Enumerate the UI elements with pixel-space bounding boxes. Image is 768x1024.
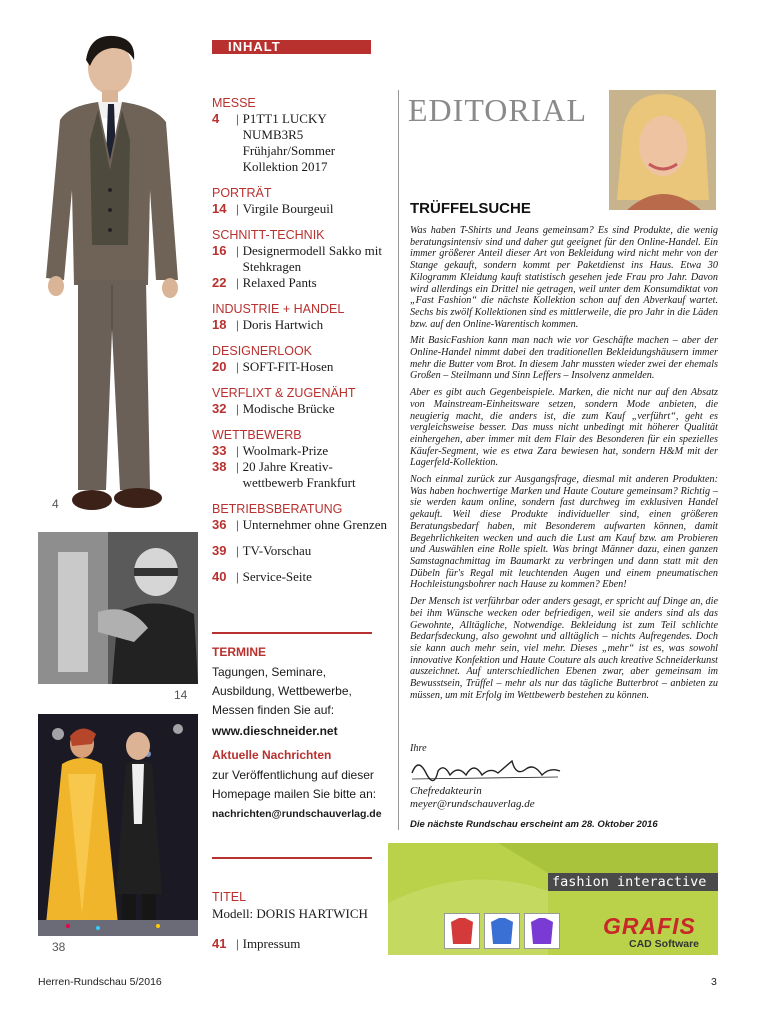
toc-page-number: 32	[212, 401, 227, 416]
article-paragraph: Was haben T-Shirts und Jeans gemeinsam? Es sind Produkte, die wenig beratungsintensiv sind und daher gut geeignet für den Online-Handel. Ein immer größerer Anteil dieser Art von Bekleidung wird nicht mehr von der Stange gekauft, sondern kommt per Paketdienst ins Haus. Etwa 30 Kilogramm Kleidung kauft statistisch gesehen jede Frau pro Jahr. Davon wird allerdings ein Drittel nie getragen, weil unter dem Konsumdiktat von „Fast Fashion“ die nächste Kollektion schon auf den Abverkauf wartet. Sechs bis zwölf Kollektionen sind es mittlerweile, die pro Jahr in die Läden bzw. auf den Online-Warentisch kommen.	[410, 225, 718, 330]
toc-entry-title: Modische Brücke	[242, 401, 335, 416]
toc-entry-title: SOFT-FIT-Hosen	[242, 359, 334, 374]
inhalt-header: INHALT	[212, 40, 371, 54]
toc-entry-title: Impressum	[242, 936, 301, 951]
toc-heading: MESSE	[212, 96, 256, 110]
news-email-link[interactable]: nachrichten@rundschauverlag.de	[212, 808, 382, 820]
titel-heading: TITEL	[212, 890, 247, 904]
handwritten-signature	[408, 753, 568, 785]
editor-portrait	[609, 90, 716, 210]
toc-page-number: 22	[212, 275, 227, 290]
toc-entry-title: Service-Seite	[242, 569, 312, 584]
divider	[212, 857, 372, 859]
ad-garment-icon	[484, 913, 520, 949]
toc-entry[interactable]: 38 | 20 Jahre Kreativ-wettbewerb Frankfurt	[212, 459, 387, 491]
toc-entry-title: 20 Jahre Kreativ-wettbewerb Frankfurt	[242, 459, 356, 490]
editorial-title: EDITORIAL	[408, 92, 588, 128]
grafis-logo: GRAFIS	[603, 913, 696, 939]
toc-entry[interactable]: 14 | Virgile Bourgeuil	[212, 201, 387, 217]
toc-entry[interactable]: 32 | Modische Brücke	[212, 401, 387, 417]
model-photo	[38, 30, 200, 520]
news-text: zur Veröffentlichung auf dieser Homepage mailen Sie bitte an:	[212, 768, 377, 801]
column-divider	[398, 90, 399, 830]
toc-entry[interactable]: 33 | Woolmark-Prize	[212, 443, 387, 459]
toc-entry[interactable]: 16 | Designermodell Sakko mit Stehkragen	[212, 243, 387, 275]
toc-page-number: 41	[212, 936, 227, 951]
editor-role: Chefredakteurin	[410, 785, 482, 797]
toc-entry-title: P1TT1 LUCKY NUMB3R5 Frühjahr/Sommer Kollektion 2017	[242, 111, 336, 174]
grafis-advertisement[interactable]	[388, 843, 718, 955]
toc-entry-title: Virgile Bourgeuil	[242, 201, 334, 216]
toc-page-number: 38	[212, 459, 227, 474]
toc-entry-title: Unternehmer ohne Grenzen	[242, 517, 387, 532]
toc-entry-title: Woolmark-Prize	[242, 443, 329, 458]
footer-publication: Herren-Rundschau 5/2016	[38, 976, 162, 988]
toc-entry-title: Doris Hartwich	[242, 317, 324, 332]
toc-entry[interactable]: 22 | Relaxed Pants	[212, 275, 387, 291]
toc-page-number: 20	[212, 359, 227, 374]
sign-off: Ihre	[410, 743, 427, 754]
toc-page-number: 4	[212, 111, 220, 126]
toc-heading: DESIGNERLOOK	[212, 344, 313, 358]
toc-section-industrie-handel	[212, 301, 387, 333]
toc-entry-title: TV-Vorschau	[242, 543, 312, 558]
titel-model: Modell: DORIS HARTWICH	[212, 906, 368, 921]
toc-heading: INDUSTRIE + HANDEL	[212, 302, 345, 316]
toc-heading: VERFLIXT & ZUGENÄHT	[212, 386, 356, 400]
toc-entry[interactable]: 20 | SOFT-FIT-Hosen	[212, 359, 387, 375]
toc-section-wettbewerb	[212, 427, 387, 491]
toc-page-number: 39	[212, 543, 227, 558]
news-heading: Aktuelle Nachrichten	[212, 748, 332, 762]
bw-photo-caption: 14	[174, 688, 188, 702]
article-paragraph: Noch einmal zurück zur Ausgangsfrage, diesmal mit anderen Produkten: Was haben hochwertige Marken und Haute Couture gemeinsam? Richtig – sie werden kaum online, sondern fast durchweg im exklusiven Handel gekauft. Weil diese Produkte individueller sind, einen größeren Beratungsbedarf haben, mit Besonderem aufwarten können, damit Begehrlichkeiten wecken und auch die Lust am Kauf bzw. am Probieren und Auswählen eine Rolle spielt. Was bringt Männer dazu, einen ganzen Samstagnachmittag im Baumarkt zu verbringen und dann statt mit den Dübeln für's Regal mit leuchtenden Augen und einem pneumatischen Hochleistungsbohrer nach Hause zu kommen? Eben!	[410, 474, 718, 591]
editor-email[interactable]: meyer@rundschauverlag.de	[410, 798, 535, 810]
ad-garment-icon	[524, 913, 560, 949]
toc-section-designerlook	[212, 343, 387, 375]
stage-photo-caption: 38	[52, 940, 66, 954]
ad-garment-icon	[444, 913, 480, 949]
article-headline: TRÜFFELSUCHE	[410, 200, 531, 217]
next-issue-note: Die nächste Rundschau erscheint am 28. Oktober 2016	[410, 819, 658, 830]
website-link[interactable]: www.dieschneider.net	[212, 724, 338, 738]
grafis-tagline: CAD Software	[629, 938, 700, 950]
toc-section-schnitt-technik	[212, 227, 387, 291]
article-paragraph: Der Mensch ist verführbar oder anders gesagt, er spricht auf Dinge an, die bei ihm Wünsche wecken oder befriedigen, weil sie anders sind als das Gewohnte, Alltägliche, Notwendige. Bekleidung ist zum Teil schlichte Bedarfsdeckung, also gewohnt und alltäglich – nichts Aufregendes. Doch sie kann auch mehr sein, viel mehr. Dieses „mehr“ ist es, was sowohl innovative Konfektion und Haute Couture als auch kreative Schneiderkunst auszeichnet. Auf unterschiedlichen Ebenen zwar, aber gemeinsam im Bewusstsein, Trüffel – mehr als nur das tägliche Butterbrot – anbieten zu müssen, um mit Erfolg im Wettbewerb bestehen zu können.	[410, 596, 718, 701]
toc-heading: SCHNITT-TECHNIK	[212, 228, 325, 242]
model-photo-caption: 4	[52, 497, 59, 511]
titel-box	[212, 890, 390, 952]
toc-entry[interactable]: 40 | Service-Seite	[212, 569, 387, 585]
stage-photo	[38, 714, 198, 936]
toc-entry-title: Designermodell Sakko mit Stehkragen	[242, 243, 382, 274]
termine-box	[212, 645, 390, 820]
divider	[212, 632, 372, 634]
article-paragraph: Aber es gibt auch Gegenbeispiele. Marken, die nicht nur auf den Absatz von Mainstream-Einheitsware setzen, sondern Mode anbieten, die neugierig macht, die anders ist, die zum Kauf „verführt“, geht es vergleichsweise besser. Das muss nicht unbedingt mit höherer Qualität einhergehen, aber immer mit dem Flair des Besonderen für ein spezielles Käufer-Segment, wie es etwa Zara bewiesen hat, sondern H&M mit der Lagerfeld-Kollektion.	[410, 387, 718, 469]
toc-section-portraet	[212, 185, 387, 217]
article-body	[410, 225, 718, 706]
editor-signature-block	[410, 785, 535, 811]
toc-entry[interactable]: 36 | Unternehmer ohne Grenzen	[212, 517, 387, 532]
termine-heading: TERMINE	[212, 645, 266, 659]
toc-page-number: 16	[212, 243, 227, 258]
toc-section-messe	[212, 95, 387, 175]
toc-page-number: 36	[212, 517, 227, 532]
termine-text: Tagungen, Seminare, Ausbildung, Wettbewerbe, Messen finden Sie auf:	[212, 665, 352, 717]
toc-entry-impressum[interactable]: 41 | Impressum	[212, 936, 390, 952]
toc-page-number: 14	[212, 201, 227, 216]
toc-heading: WETTBEWERB	[212, 428, 302, 442]
toc-page-number: 18	[212, 317, 227, 332]
toc-entry[interactable]: 4 | P1TT1 LUCKY NUMB3R5 Frühjahr/Sommer Kollektion 2017	[212, 111, 387, 175]
toc-entry-title: Relaxed Pants	[242, 275, 317, 290]
toc-page-number: 40	[212, 569, 227, 584]
toc-heading: PORTRÄT	[212, 186, 272, 200]
toc-section-betriebsberatung	[212, 501, 387, 585]
toc-heading: BETRIEBSBERATUNG	[212, 502, 343, 516]
table-of-contents	[212, 95, 387, 595]
bw-photo	[38, 532, 198, 684]
toc-page-number: 33	[212, 443, 227, 458]
toc-entry[interactable]: 18 | Doris Hartwich	[212, 317, 387, 333]
footer-page-number: 3	[711, 976, 717, 988]
toc-entry[interactable]: 39 | TV-Vorschau	[212, 543, 387, 559]
ad-banner: fashion interactive	[548, 873, 718, 891]
article-paragraph: Mit BasicFashion kann man nach wie vor Geschäfte machen – aber der Online-Handel nimmt dabei den traditionellen Bekleidungshäusern immer mehr die Butter vom Brot. In diesem Jahr mussten wieder zwei der ehemals Großen – Steilmann und Sinn Leffers – Insolvenz anmelden.	[410, 335, 718, 382]
toc-section-verflixt	[212, 385, 387, 417]
